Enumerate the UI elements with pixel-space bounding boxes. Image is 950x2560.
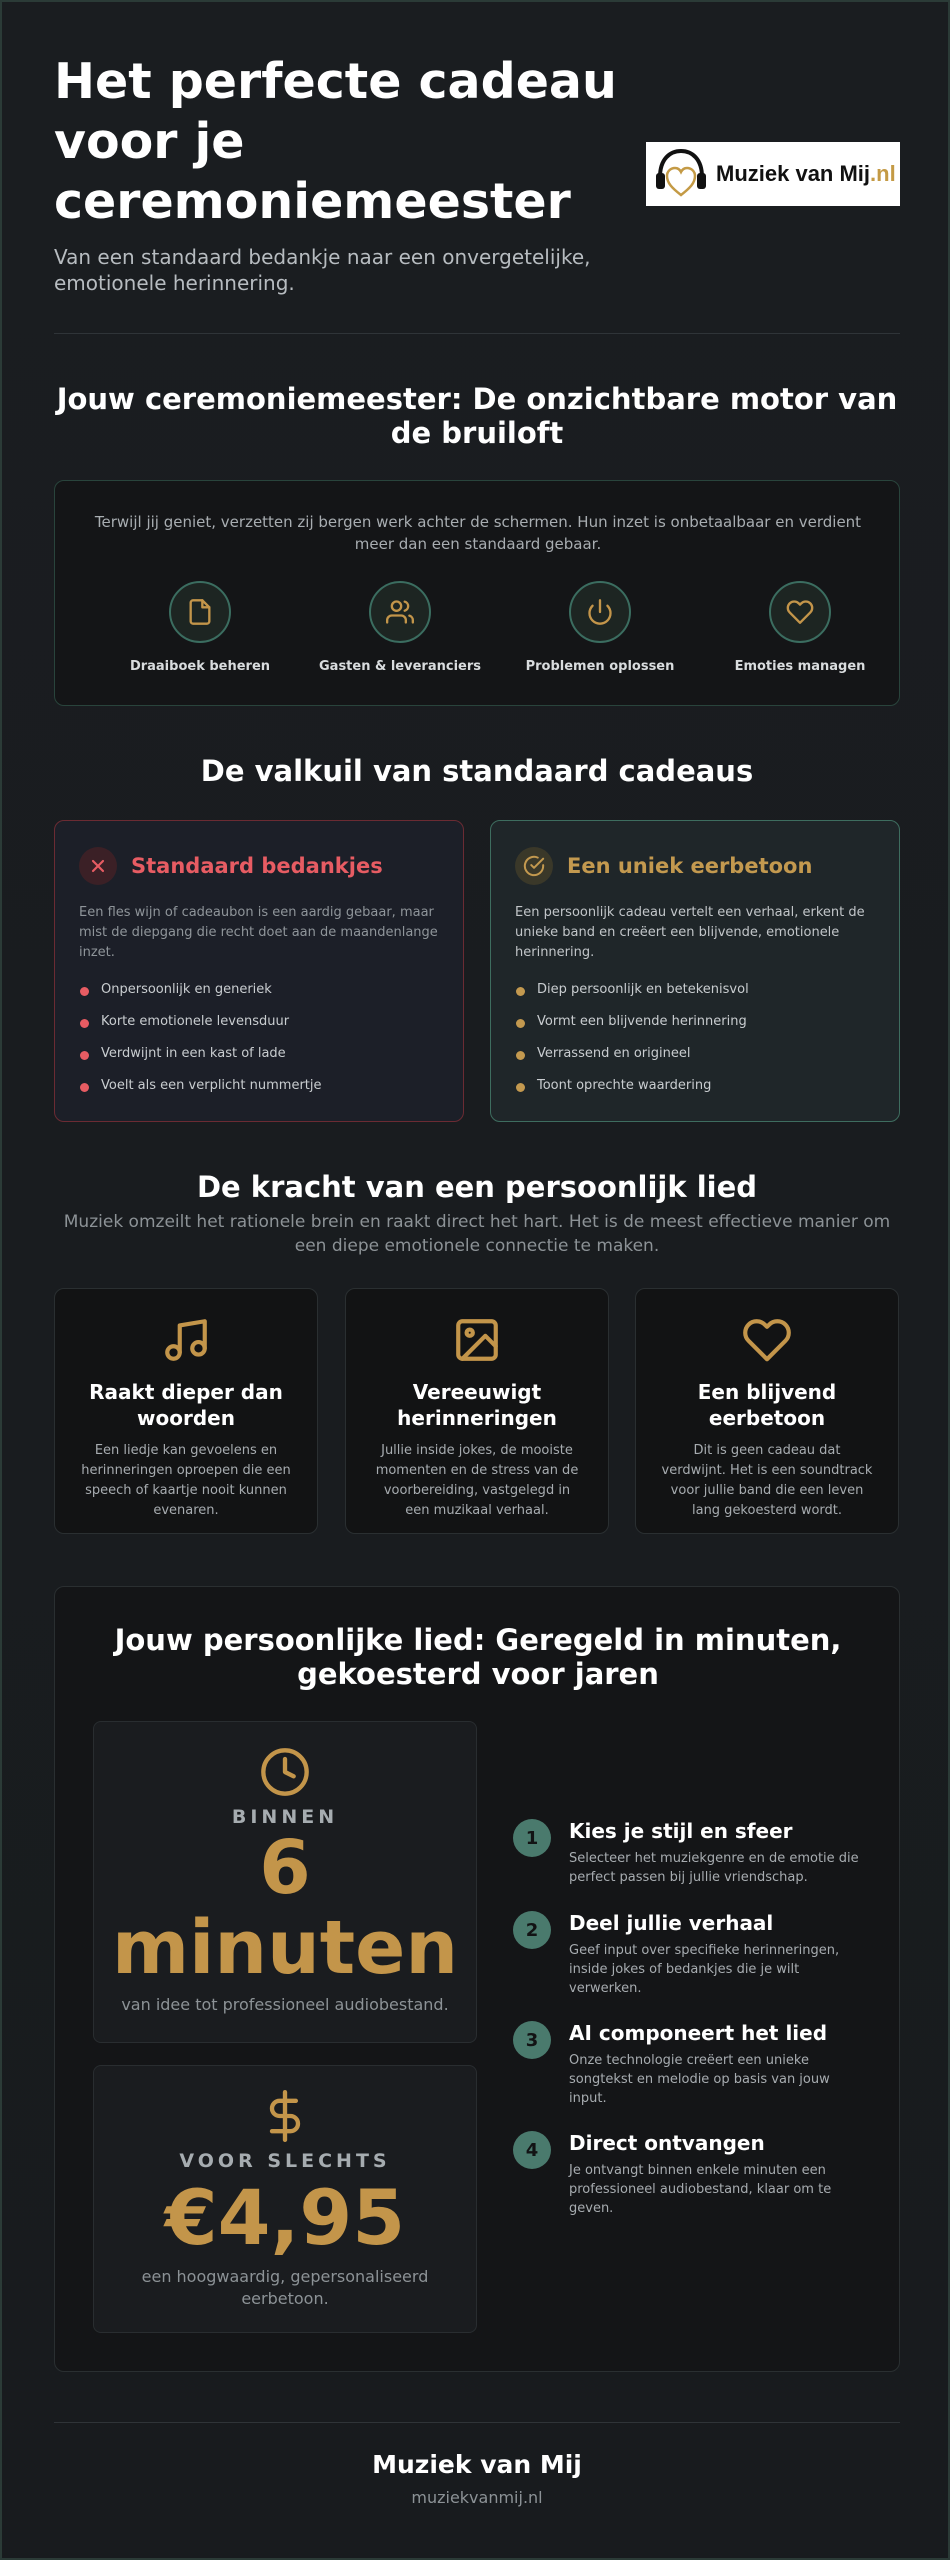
step-title: AI componeert het lied xyxy=(569,2021,828,2045)
power-icon xyxy=(569,581,631,643)
image-icon xyxy=(452,1315,502,1365)
role-label: Emoties managen xyxy=(734,659,866,674)
heart-headphones-icon xyxy=(652,145,710,203)
step-title: Deel jullie verhaal xyxy=(569,1911,774,1935)
divider xyxy=(54,333,900,334)
role-item xyxy=(705,581,895,674)
role-label: Problemen oplossen xyxy=(525,659,675,674)
users-icon xyxy=(369,581,431,643)
power-section-title: De kracht van een persoonlijk lied xyxy=(196,1170,758,1204)
con-list xyxy=(79,981,441,1109)
page-title: Het perfecte cadeau voor je ceremoniemeester xyxy=(54,53,617,230)
page-subtitle: Van een standaard bedankje naar een onvergetelijke, emotionele herinnering. xyxy=(54,245,591,295)
dollar-icon xyxy=(259,2090,311,2142)
role-card xyxy=(54,480,900,706)
list-item: Verdwijnt in een kast of lade xyxy=(79,1045,441,1077)
card-description: Een persoonlijk cadeau vertelt een verhaal, erkent de unieke band en creëert een blijvende, emotionele herinnering. xyxy=(515,905,865,960)
logo[interactable] xyxy=(646,142,900,206)
list-item: Korte emotionele levensduur xyxy=(79,1013,441,1045)
step-number: 3 xyxy=(513,2021,551,2059)
list-item: Onpersoonlijk en generiek xyxy=(79,981,441,1013)
role-item xyxy=(305,581,495,674)
step-number: 4 xyxy=(513,2131,551,2169)
list-item: Toont oprechte waardering xyxy=(515,1077,877,1109)
logo-text: Muziek van Mij.nl xyxy=(716,161,896,186)
role-item xyxy=(505,581,695,674)
pro-list xyxy=(515,981,877,1109)
step-number: 2 xyxy=(513,1911,551,1949)
step-description: Geef input over specifieke herinneringen, inside jokes of bedankjes die je wilt verwerken. xyxy=(569,1943,840,1996)
card-description: Een liedje kan gevoelens en herinneringen oproepen die een speech of kaartje nooit kunnen evenaren. xyxy=(81,1443,291,1518)
pitfall-section-title: De valkuil van standaard cadeaus xyxy=(200,754,754,788)
step-description: Onze technologie creëert een unieke songtekst en melodie op basis van jouw input. xyxy=(569,2053,830,2106)
card-title: Een blijvend eerbetoon xyxy=(697,1380,837,1430)
power-section-subtitle: Muziek omzeilt het rationele brein en raakt direct het hart. Het is de meest effectieve manier om een diepe emotionele connectie te maken. xyxy=(63,1212,891,1256)
footer-brand: Muziek van Mij xyxy=(372,2450,582,2479)
card-description: Dit is geen cadeau dat verdwijnt. Het is een soundtrack voor jullie band die een leven lang gekoesterd wordt. xyxy=(661,1443,873,1518)
card-title: Een uniek eerbetoon xyxy=(567,854,813,878)
heart-icon xyxy=(769,581,831,643)
card-header xyxy=(515,847,812,885)
card-title: Vereeuwigt herinneringen xyxy=(397,1380,557,1430)
document-icon xyxy=(169,581,231,643)
stat-value: 6 minuten xyxy=(111,1825,459,1991)
role-section-title: Jouw ceremoniemeester: De onzichtbare motor van de bruiloft xyxy=(56,382,898,450)
power-card xyxy=(54,1288,318,1534)
time-stat-card xyxy=(93,1721,477,2043)
power-card xyxy=(635,1288,899,1534)
list-item: Verrassend en origineel xyxy=(515,1045,877,1077)
role-label: Gasten & leveranciers xyxy=(319,659,481,674)
check-circle-icon xyxy=(515,847,553,885)
x-icon xyxy=(79,847,117,885)
step-description: Selecteer het muziekgenre en de emotie die perfect passen bij jullie vriendschap. xyxy=(569,1851,859,1885)
card-title: Standaard bedankjes xyxy=(131,854,383,878)
footer-link[interactable]: muziekvanmij.nl xyxy=(411,2488,543,2507)
stat-note: een hoogwaardig, gepersonaliseerd eerbetoon. xyxy=(141,2267,429,2308)
music-note-icon xyxy=(161,1315,211,1365)
card-description: Een fles wijn of cadeaubon is een aardig gebaar, maar mist de diepgang die recht doet aan de maandenlange inzet. xyxy=(79,905,438,960)
unique-gift-card xyxy=(490,820,900,1122)
list-item: Diep persoonlijk en betekenisvol xyxy=(515,981,877,1013)
order-section xyxy=(54,1586,900,2372)
price-value: €4,95 xyxy=(164,2173,406,2262)
step-number: 1 xyxy=(513,1819,551,1857)
role-description: Terwijl jij geniet, verzetten zij bergen werk achter de schermen. Hun inzet is onbetaalbaar en verdient meer dan een standaard gebaar. xyxy=(94,513,862,553)
step-description: Je ontvangt binnen enkele minuten een professioneel audiobestand, klaar om te geven. xyxy=(569,2163,832,2216)
stat-caption: BINNEN xyxy=(231,1806,339,1828)
card-header xyxy=(79,847,383,885)
clock-icon xyxy=(259,1746,311,1798)
heart-icon xyxy=(742,1315,792,1365)
role-label: Draaiboek beheren xyxy=(129,659,271,674)
divider xyxy=(54,2422,900,2423)
card-title: Raakt dieper dan woorden xyxy=(89,1380,283,1430)
card-description: Jullie inside jokes, de mooiste momenten en de stress van de voorbereiding, vastgelegd in een muzikaal verhaal. xyxy=(375,1443,579,1518)
power-card xyxy=(345,1288,609,1534)
step-title: Kies je stijl en sfeer xyxy=(569,1819,793,1843)
stat-caption: VOOR SLECHTS xyxy=(179,2150,391,2172)
header xyxy=(54,52,900,332)
list-item: Voelt als een verplicht nummertje xyxy=(79,1077,441,1109)
stat-note: van idee tot professioneel audiobestand. xyxy=(121,1995,449,2014)
standard-gift-card xyxy=(54,820,464,1122)
role-list xyxy=(55,581,901,681)
list-item: Vormt een blijvende herinnering xyxy=(515,1013,877,1045)
price-stat-card xyxy=(93,2065,477,2333)
order-section-title: Jouw persoonlijke lied: Geregeld in minuten, gekoesterd voor jaren xyxy=(114,1623,842,1691)
step-title: Direct ontvangen xyxy=(569,2131,765,2155)
role-item xyxy=(105,581,295,674)
